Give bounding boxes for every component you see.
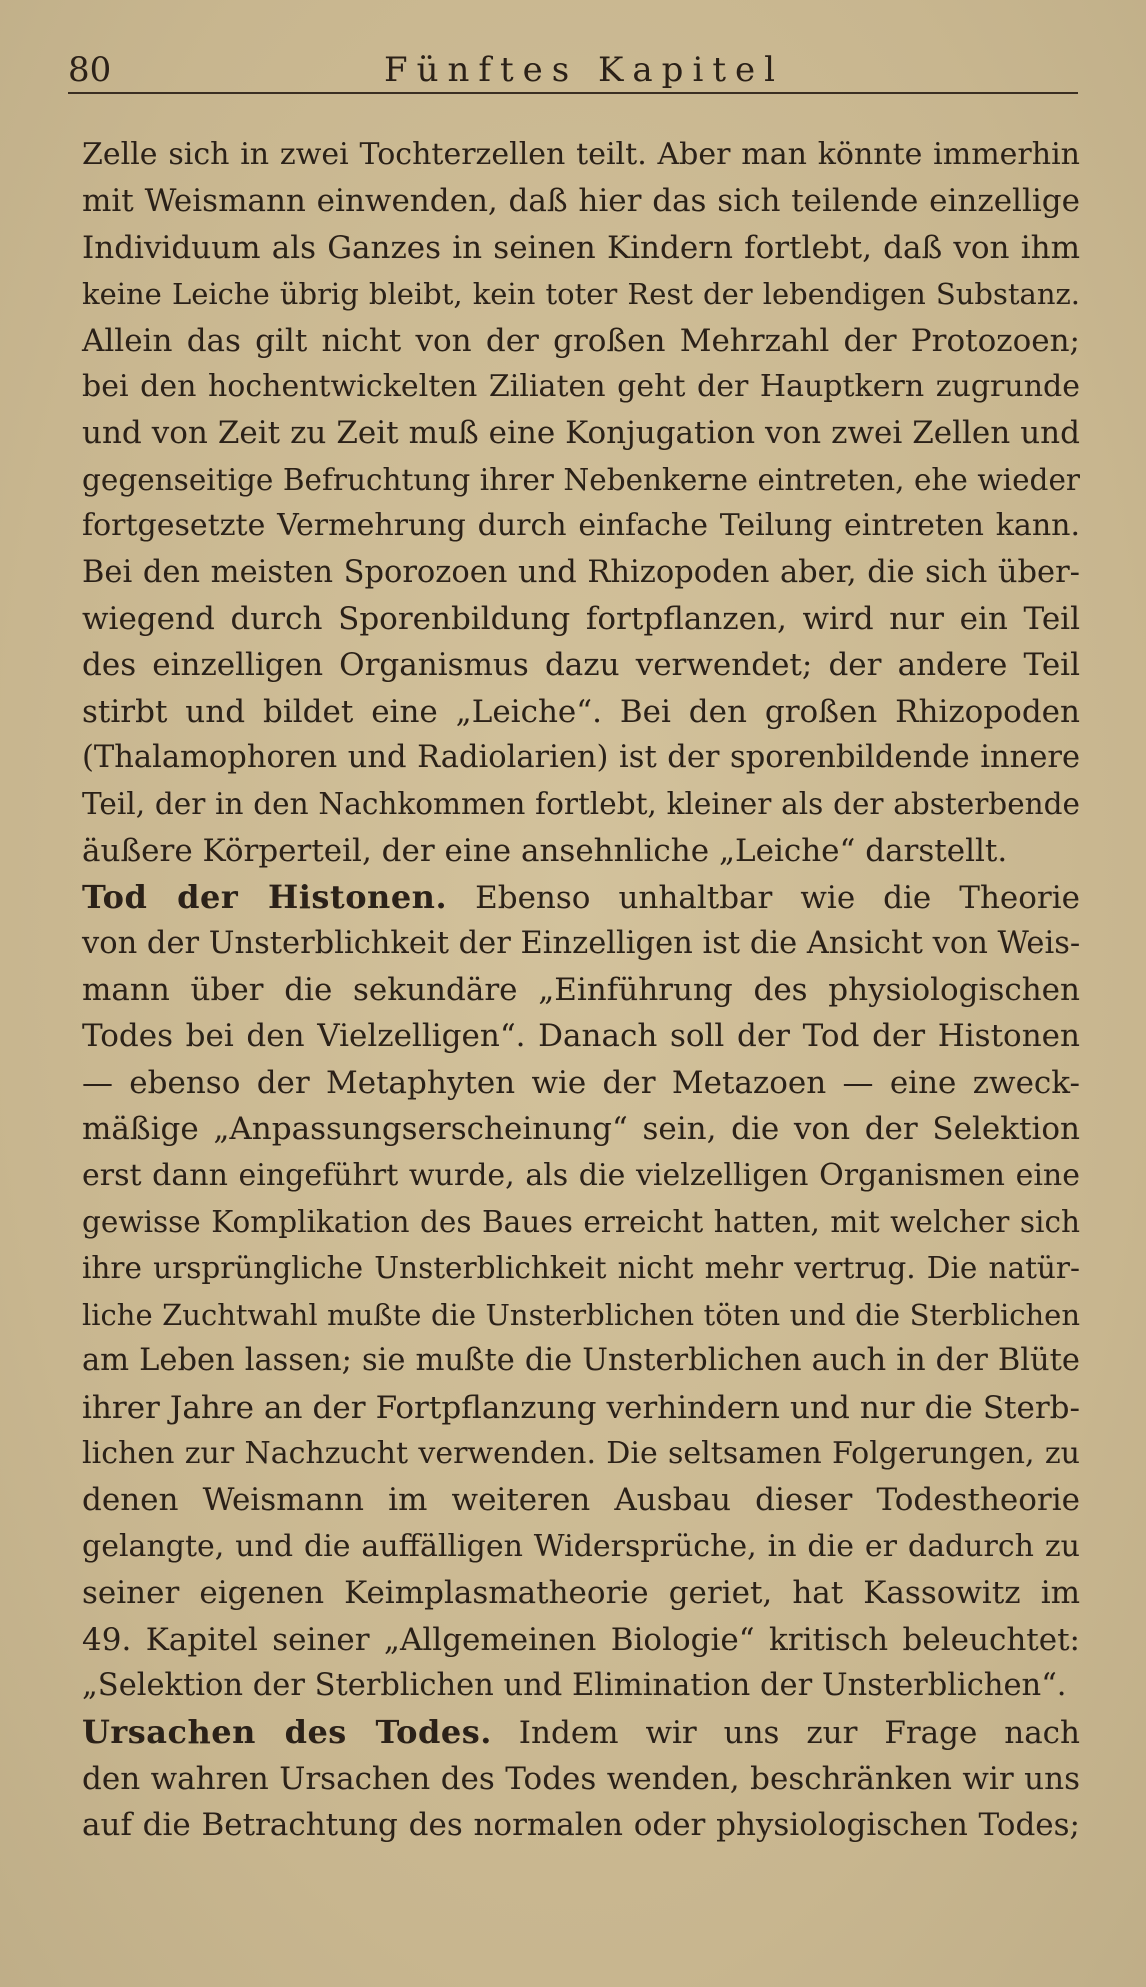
header-rule <box>68 92 1078 94</box>
text-line: Individuum als Ganzes in seinen Kindern fortlebt, daß von ihm <box>82 229 1080 266</box>
text-line: liche Zuchtwahl mußte die Unsterblichen töten und die Sterblichen <box>82 1297 1080 1332</box>
text-line: den wahren Ursachen des Todes wenden, beschränken wir uns <box>82 1760 1080 1797</box>
text-line: 49. Kapitel seiner „Allgemeinen Biologie“ kritisch beleuchtet: <box>82 1621 1080 1658</box>
text-fragment: Ebenso unhaltbar wie die Theorie <box>475 880 1080 917</box>
text-line: — ebenso der Metaphyten wie der Metazoen — eine zweck- <box>82 1064 1080 1101</box>
section-first-line <box>82 1709 1080 1755</box>
text-line: ihrer Jahre an der Fortpflanzung verhindern und nur die Sterb- <box>82 1389 1080 1426</box>
text-line: ihre ursprüngliche Unsterblichkeit nicht mehr vertrug. Die natür- <box>82 1251 1080 1286</box>
text-line: gegenseitige Befruchtung ihrer Nebenkerne eintreten, ehe wieder <box>82 462 1080 497</box>
text-line: wiegend durch Sporenbildung fortpflanzen, wird nur ein Teil <box>82 600 1080 637</box>
text-line: gelangte, und die auffälligen Widersprüche, in die er dadurch zu <box>82 1528 1080 1564</box>
text-line: am Leben lassen; sie mußte die Unsterblichen auch in der Blüte <box>82 1343 1080 1379</box>
text-line: fortgesetzte Vermehrung durch einfache Teilung eintreten kann. <box>82 508 1080 544</box>
text-line: (Thalamophoren und Radiolarien) ist der sporenbildende innere <box>82 740 1080 776</box>
text-line: Teil, der in den Nachkommen fortlebt, kleiner als der absterbende <box>82 787 1080 822</box>
text-line: seiner eigenen Keimplasmatheorie geriet, hat Kassowitz im <box>82 1575 1080 1612</box>
text-line: erst dann eingeführt wurde, als die vielzelligen Organismen eine <box>82 1157 1080 1193</box>
text-line: Zelle sich in zwei Tochterzellen teilt. Aber man könnte immerhin <box>82 137 1080 172</box>
text-line: denen Weismann im weiteren Ausbau dieser Todestheorie <box>82 1482 1080 1519</box>
text-line: stirbt und bildet eine „Leiche“. Bei den großen Rhizopoden <box>82 693 1080 730</box>
text-line: keine Leiche übrig bleibt, kein toter Rest der lebendigen Substanz. <box>82 277 1080 312</box>
text-line: Bei den meisten Sporozoen und Rhizopoden aber, die sich über- <box>82 554 1080 590</box>
text-line: „Selektion der Sterblichen und Elimination der Unsterblichen“. <box>82 1667 1067 1703</box>
text-line: des einzelligen Organismus dazu verwendet; der andere Teil <box>82 647 1080 684</box>
text-line: mit Weismann einwenden, daß hier das sich teilende einzellige <box>82 183 1080 220</box>
text-line: äußere Körperteil, der eine ansehnliche „Leiche“ darstellt. <box>82 832 1008 869</box>
text-line: mäßige „Anpassungserscheinung“ sein, die von der Selektion <box>82 1111 1080 1148</box>
text-line: und von Zeit zu Zeit muß eine Konjugation von zwei Zellen und <box>82 415 1080 452</box>
section-heading-ursachen: Ursachen des Todes. <box>82 1713 492 1752</box>
page-number: 80 <box>68 50 112 90</box>
text-line: auf die Betrachtung des normalen oder physiologischen Todes; <box>82 1807 1080 1844</box>
chapter-title: Fünftes Kapitel <box>384 50 784 90</box>
text-line: Todes bei den Vielzelligen“. Danach soll der Tod der Histonen <box>82 1018 1080 1055</box>
text-line: lichen zur Nachzucht verwenden. Die seltsamen Folgerungen, zu <box>82 1435 1080 1471</box>
text-line: bei den hochentwickelten Ziliaten geht der Hauptkern zugrunde <box>82 368 1080 404</box>
text-line: gewisse Komplikation des Baues erreicht hatten, mit welcher sich <box>82 1204 1080 1239</box>
section-heading-histonen: Tod der Histonen. <box>82 878 448 917</box>
section-first-line <box>82 874 1080 920</box>
text-line: mann über die sekundäre „Einführung des physiologischen <box>82 972 1080 1009</box>
body-text <box>82 132 1080 1848</box>
text-fragment: Indem wir uns zur Frage nach <box>518 1715 1080 1752</box>
text-line: von der Unsterblichkeit der Einzelligen ist die Ansicht von Weis- <box>82 925 1081 961</box>
text-line: Allein das gilt nicht von der großen Mehrzahl der Protozoen; <box>82 322 1080 359</box>
running-head <box>68 48 1078 96</box>
